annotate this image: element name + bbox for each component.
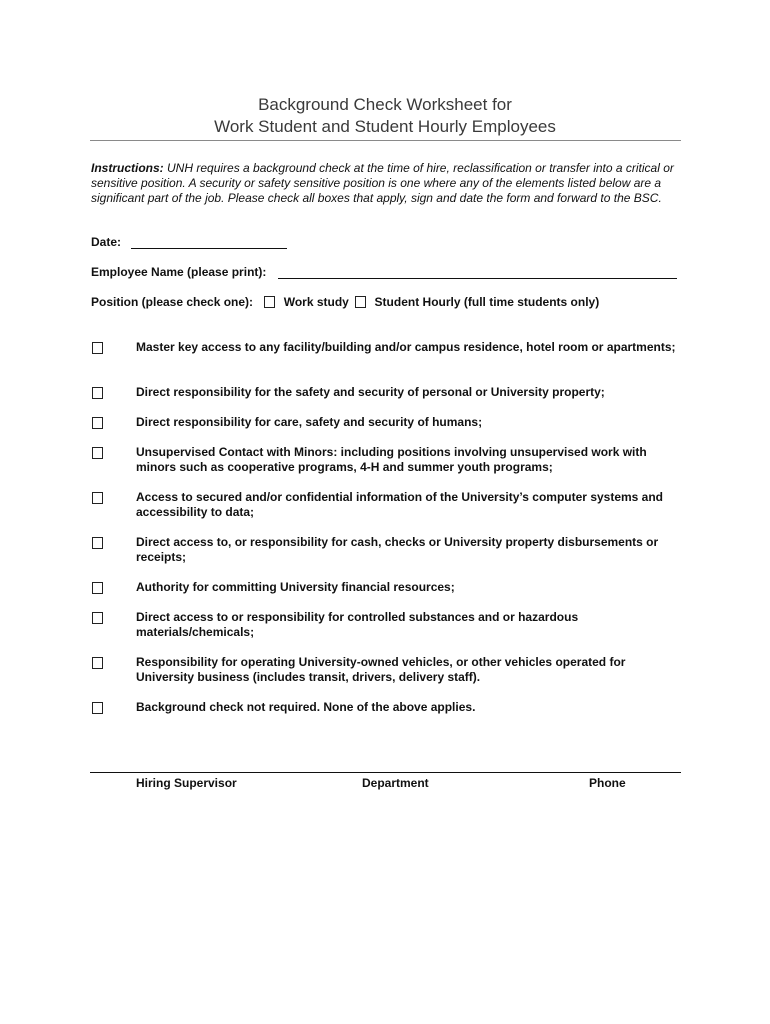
signature-line[interactable] — [90, 772, 681, 773]
checklist-item-text: Direct responsibility for the safety and security of personal or University property; — [136, 385, 605, 399]
checklist-item-text: Direct responsibility for care, safety and security of humans; — [136, 415, 483, 429]
checklist-checkbox[interactable] — [92, 492, 103, 504]
checklist-checkbox[interactable] — [92, 387, 103, 399]
position-option-label: Work study — [283, 295, 349, 309]
date-field — [91, 235, 121, 250]
checkbox-work-study[interactable] — [264, 296, 275, 308]
checklist-checkbox[interactable] — [92, 537, 103, 549]
checklist-checkbox[interactable] — [92, 417, 103, 429]
checklist-item-text: Authority for committing University financial resources; — [136, 580, 455, 594]
checklist-item-text: Responsibility for operating University-owned vehicles, or other vehicles operated for University business (includes transit, drivers, delivery staff). — [136, 655, 626, 684]
checklist-item-text: Unsupervised Contact with Minors: including positions involving unsupervised work with minors such as cooperative programs, 4-H and summer youth programs; — [136, 445, 647, 474]
instructions-text: UNH requires a background check at the time of hire, reclassification or transfer into a critical or sensitive position. A security or safety sensitive position is one where any of the elements listed below are a significant part of the job. Please check all boxes that apply, sign and date the form and forward to the BSC. — [91, 161, 674, 205]
checklist-item-text: Direct access to or responsibility for controlled substances and or hazardous materials/chemicals; — [136, 610, 579, 639]
department-label: Department — [362, 776, 429, 790]
position-option-student-hourly[interactable] — [355, 295, 599, 310]
employee-name-label: Employee Name (please print): — [91, 265, 267, 279]
position-label: Position (please check one): — [91, 295, 254, 309]
checklist-item-text: Master key access to any facility/building and/or campus residence, hotel room or apartments; — [136, 340, 676, 354]
checklist-checkbox[interactable] — [92, 612, 103, 624]
checklist-item-text: Access to secured and/or confidential information of the University’s computer systems and accessibility to data; — [136, 490, 664, 519]
checklist-checkbox[interactable] — [92, 657, 103, 669]
date-label: Date: — [91, 235, 122, 249]
checklist-checkbox[interactable] — [92, 342, 103, 354]
title-line-2: Work Student and Student Hourly Employees — [214, 117, 556, 136]
title-divider — [90, 140, 681, 141]
employee-name-input-line[interactable] — [278, 278, 677, 279]
checklist-item-text: Direct access to, or responsibility for cash, checks or University property disbursements or receipts; — [136, 535, 659, 564]
employee-name-field — [91, 265, 266, 280]
title-line-1: Background Check Worksheet for — [258, 95, 512, 114]
instructions-lead: Instructions: — [91, 161, 164, 175]
date-input-line[interactable] — [131, 248, 287, 249]
checklist-checkbox[interactable] — [92, 702, 103, 714]
checklist-checkbox[interactable] — [92, 582, 103, 594]
checkbox-student-hourly[interactable] — [355, 296, 366, 308]
hiring-supervisor-label: Hiring Supervisor — [136, 776, 237, 790]
instructions-paragraph — [91, 161, 683, 206]
checklist-item-text: Background check not required. None of the above applies. — [136, 700, 476, 714]
document-title — [0, 94, 770, 138]
phone-label: Phone — [589, 776, 626, 790]
position-option-work-study[interactable] — [264, 295, 348, 310]
position-field — [91, 295, 599, 310]
position-option-label: Student Hourly (full time students only) — [374, 295, 600, 309]
checklist-checkbox[interactable] — [92, 447, 103, 459]
